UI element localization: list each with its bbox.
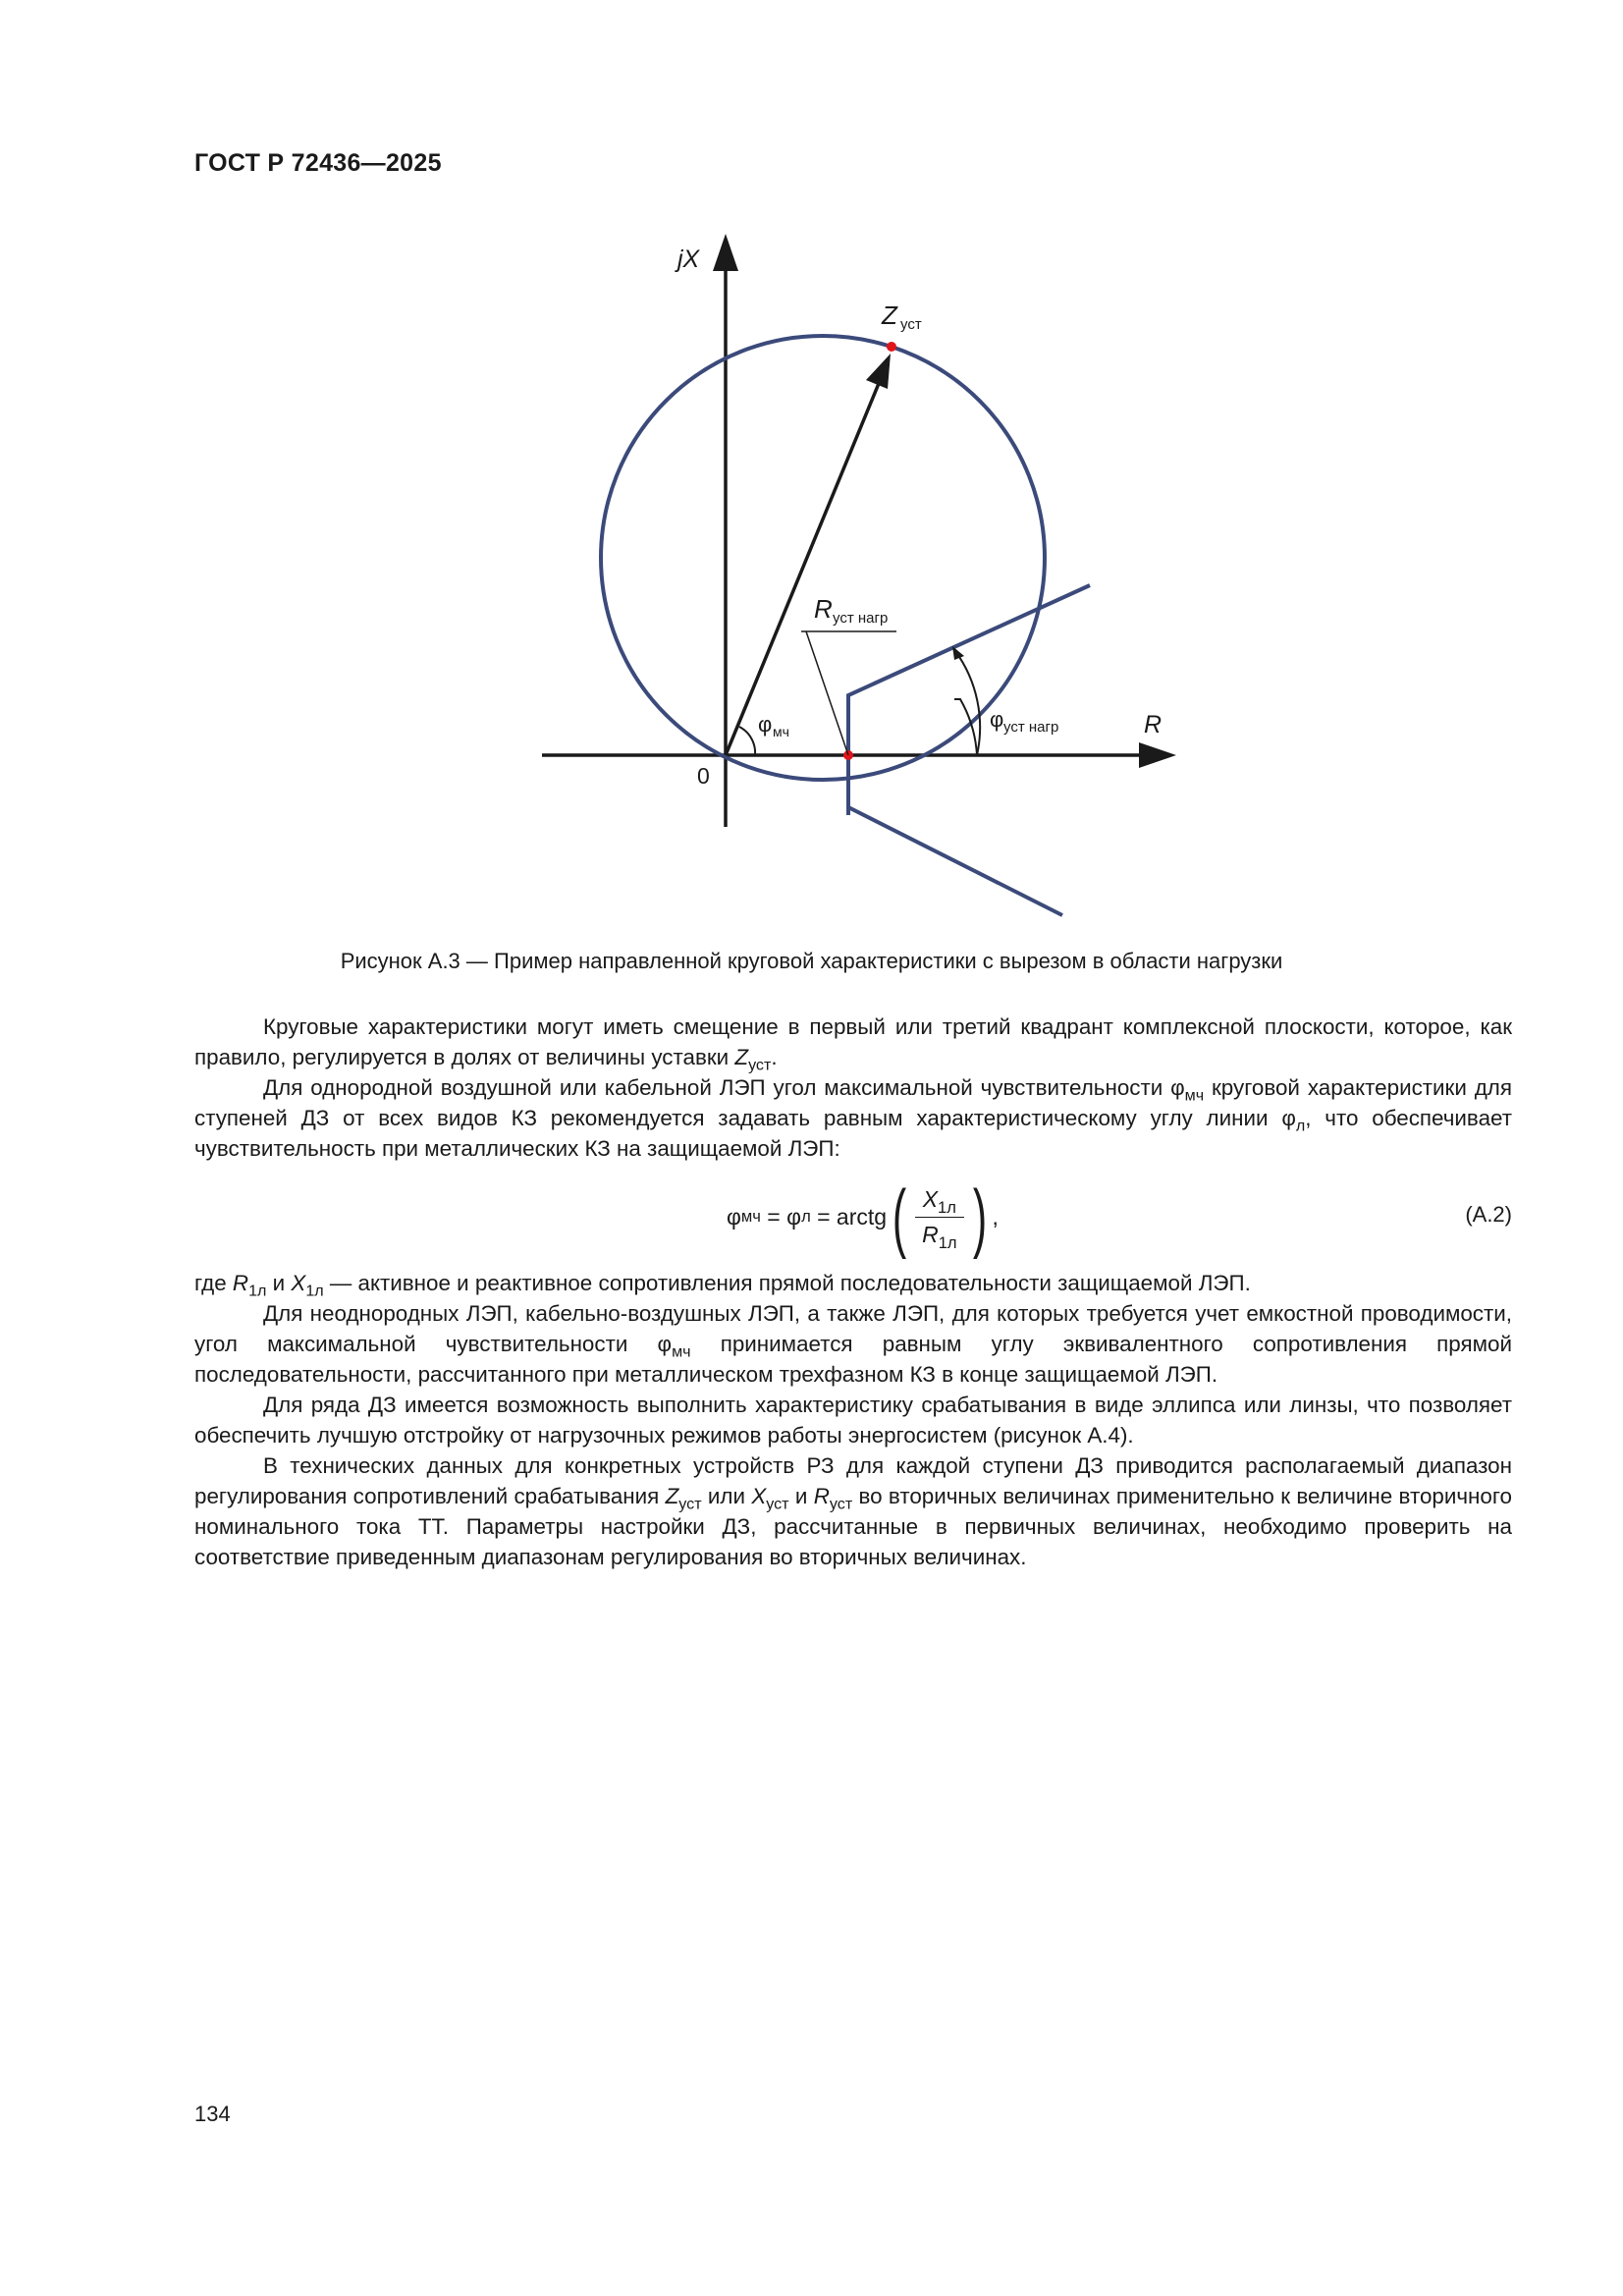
formula-comma: ,	[992, 1203, 999, 1230]
r-axis-label: R	[1144, 711, 1163, 738]
p6-r: R	[813, 1484, 830, 1508]
figure-impedance-diagram	[0, 0, 1623, 943]
figure-caption: Рисунок А.3 — Пример направленной круговой характеристики с вырезом в области нагрузки	[340, 949, 1283, 973]
z-vector-arrowhead	[866, 354, 891, 389]
p3-x-sub: 1л	[305, 1282, 324, 1300]
formula-a2	[194, 1172, 1512, 1268]
paragraph-sensitivity	[194, 1072, 1512, 1164]
p4-text-b: принимается равным углу эквивалентного сопротивления прямой последовательности, рассчитанного при металлическом трехфазном КЗ в конце защищаемой ЛЭП.	[194, 1332, 1512, 1387]
diagram-svg	[0, 0, 1623, 943]
formula-number: (А.2)	[1465, 1202, 1512, 1227]
p2-sub-l: л	[1295, 1117, 1306, 1135]
formula-x: X	[922, 1185, 939, 1212]
formula-expression: φ мч = φ л = arctg ( $\frac{X_{1л}}{R_{1л}}$ ) ,	[727, 1174, 999, 1260]
paragraph-offset	[194, 1011, 1512, 1072]
p1-z-sub: уст	[748, 1056, 772, 1074]
formula-denominator	[914, 1218, 964, 1250]
r-load-leader-diag	[806, 631, 848, 755]
r-axis-arrow	[1139, 742, 1176, 768]
z-setting-marker	[887, 342, 896, 352]
p6-text-b: во вторичных величинах применительно к величине вторичного номинального тока ТТ. Параметры настройки ДЗ, рассчитанные в первичных величинах, необходимо проверить на соответствие приведенным диапазонам регулирования во вторичных величинах.	[194, 1484, 1512, 1569]
phi-load-arc-main	[955, 651, 980, 755]
p2-text-c: , что обеспечивает чувствительность при металлических КЗ на защищаемой ЛЭП:	[194, 1106, 1512, 1161]
document-header: ГОСТ Р 72436—2025	[194, 149, 442, 177]
phi-load-arrow-top	[952, 646, 964, 660]
paragraph-technical-data	[194, 1450, 1512, 1572]
p4-text-a: Для неоднородных ЛЭП, кабельно-воздушных ЛЭП, а также ЛЭП, для которых требуется учет емкостной проводимости, угол максимальной чувствительности φ	[194, 1301, 1512, 1356]
phi-load-label: φ	[990, 707, 1004, 732]
load-cutout-lower	[848, 807, 1062, 915]
formula-phi-mch: φ	[727, 1203, 741, 1230]
p2-text-a: Для однородной воздушной или кабельной ЛЭП угол максимальной чувствительности φ	[263, 1075, 1185, 1100]
p6-r-sub: уст	[829, 1495, 853, 1513]
p3-text: — активное и реактивное сопротивления прямой последовательности защищаемой ЛЭП.	[323, 1271, 1251, 1295]
formula-right-paren: )	[972, 1174, 987, 1260]
formula-eq-phi-l: = φ	[760, 1203, 802, 1230]
p6-x: X	[751, 1484, 767, 1508]
p3-x: X	[291, 1271, 306, 1295]
p6-x-sub: уст	[766, 1495, 789, 1513]
r-load-label: R	[814, 594, 833, 624]
paragraph-where	[194, 1268, 1512, 1298]
p3-where: где	[194, 1271, 233, 1295]
phi-load-sub: уст нагр	[1003, 719, 1059, 736]
page-number: 134	[194, 2102, 231, 2126]
z-setting-vector	[726, 381, 880, 755]
paragraph-nonuniform	[194, 1298, 1512, 1390]
formula-fraction	[914, 1184, 964, 1250]
p2-text-b: круговой характеристики для ступеней ДЗ от всех видов КЗ рекомендуется задавать равным характеристическому углу линии φ	[194, 1075, 1512, 1130]
p6-text-a: В технических данных для конкретных устройств РЗ для каждой ступени ДЗ приводится располагаемый диапазон регулирования сопротивлений срабатывания	[194, 1453, 1512, 1508]
formula-numerator	[915, 1184, 964, 1218]
formula-x-sub: 1л	[938, 1197, 956, 1217]
phi-mch-sub: мч	[773, 724, 789, 739]
paragraph-ellipse: Для ряда ДЗ имеется возможность выполнить характеристику срабатывания в виде эллипса или линзы, что позволяет обеспечить лучшую отстройку от нагрузочных режимов работы энергосистем (рисунок А.4).	[194, 1393, 1512, 1448]
z-setting-label: Z	[882, 301, 897, 330]
p6-and: и	[788, 1484, 814, 1508]
z-setting-sub: уст	[900, 316, 922, 333]
p1-z-symbol: Z	[734, 1045, 749, 1069]
circular-characteristic	[601, 336, 1045, 780]
formula-left-paren: (	[892, 1174, 907, 1260]
jx-axis-arrow	[713, 234, 738, 271]
p1-text: Круговые характеристики могут иметь смещение в первый или третий квадрант комплексной плоскости, которое, как правило, регулируется в долях от величины уставки	[194, 1014, 1512, 1069]
p6-or: или	[701, 1484, 752, 1508]
p3-and: и	[266, 1271, 292, 1295]
origin-label: 0	[697, 763, 710, 789]
p6-z: Z	[665, 1484, 679, 1508]
p3-r: R	[232, 1271, 249, 1295]
p3-r-sub: 1л	[248, 1282, 267, 1300]
formula-r: R	[922, 1221, 939, 1247]
p6-z-sub: уст	[678, 1495, 702, 1513]
p1-end: .	[771, 1045, 778, 1069]
phi-mch-label: φ	[758, 712, 773, 737]
r-load-sub: уст нагр	[833, 610, 889, 627]
formula-r-sub: 1л	[938, 1232, 957, 1252]
p4-sub-mch: мч	[672, 1342, 691, 1361]
formula-arctg: = arctg	[810, 1203, 888, 1230]
phi-mch-arc	[739, 727, 755, 755]
body-text	[194, 1011, 1512, 1572]
p2-sub-mch: мч	[1184, 1086, 1205, 1105]
jx-axis-label: jX	[677, 246, 700, 273]
